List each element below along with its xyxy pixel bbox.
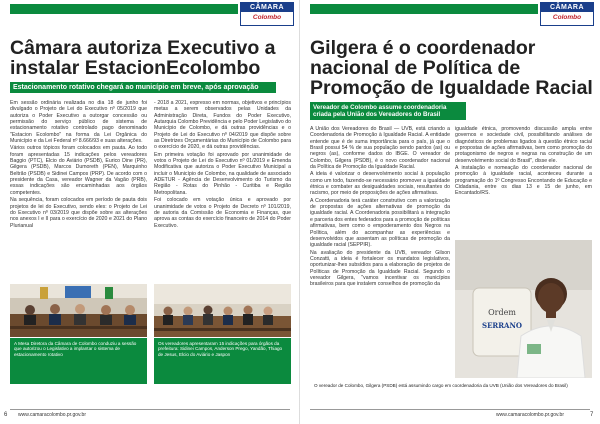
- paragraph: Foi colocado em votação única e aprovado por unanimidade de votos o Projeto de Decreto nº 101/2019, de autoria da Comissão de Economia e Finanças, que aprova as contas do exercício financeiro de 2014 do Poder Executivo.: [154, 197, 291, 229]
- left-article-col2: [154, 100, 291, 230]
- footer-divider: [10, 409, 290, 410]
- logo-bottom-text: Colombo: [552, 14, 582, 21]
- footer-url-right[interactable]: www.camaracolombo.pr.gov.br: [496, 412, 564, 418]
- paragraph: Em primeira votação foi aprovado por unanimidade de votos o Projeto de Lei do Executivo nº 01/2019 e Emenda Modificativa que autoriza o Poder Executivo Municipal a incluir o Município de Colombo, na qualidade de associado ADETUR - Agência de Desenvolvimento do Turismo da Região - Rotas do Pinhão - Curitiba e Região Metropolitana.: [154, 151, 291, 196]
- right-subheadline: Vereador de Colombo assume coordenadoria criada pela União dos Vereadores do Brasil: [310, 102, 466, 120]
- footer-url-left[interactable]: www.camaracolombo.pr.gov.br: [18, 412, 86, 418]
- right-article-col2: [455, 126, 592, 198]
- left-article-col1: [10, 100, 147, 230]
- paragraph: - 2018 a 2021, expresso em normas, objetivos e princípios metas a serem observados pelas Unidades da Administração Direta, Fundos do Poder Executivo, Autarquia Colombo Previdência e pelo Poder Legislativo do Município de Colombo, e dá outras providências e o Projeto de Lei do Executivo nº 04/2019 que dispõe sobre as Diretrizes Orçamentárias do Município de Colombo para o exercício de 2020, e dá outras providências.: [154, 100, 291, 151]
- paragraph: Na sequência, foram colocados em período de pauta dois projetos de lei do Executivo, sendo eles: o Projeto de Lei do Executivo nº 03/2019 que dispõe sobre as alterações nos anexos I e II para o exercício de 2020 e 2021 do Plano Plurianual: [10, 197, 147, 229]
- paragraph: Em sessão ordinária realizada no dia 18 de junho foi divulgado o Projeto de Lei do Executivo nº 05/2019 que autoriza o Poder Executivo a outorgar concessão ou permissão do serviço público de sistema de estacionamento rotativo controlado pago denominado "Estacion Ecolombo" na forma da Lei Orgânica do Município e da Lei Federal nº 8.666/93 e suas alterações.: [10, 100, 147, 145]
- svg-text:Ordem: Ordem: [488, 308, 516, 317]
- page-number-left: 6: [4, 412, 8, 418]
- gilgera-photo-illustration: [455, 240, 592, 378]
- paragraph: A ideia é valorizar o desenvolvimento social à população como um todo, fazendo-se necessário promover a igualdade étnica e combater as desigualdades sociais, resultantes do racismo, por meio de proposições de ações afirmativas.: [310, 171, 450, 197]
- header-bar: [310, 4, 538, 14]
- page-number-right: 7: [590, 412, 594, 418]
- paragraph: A União dos Vereadores do Brasil — UVB, está criando a Coordenadoria de Promoção à Igualdade Racial. A entidade entende que é de suma importância para o país, já que o Brasil possui 54 % de sua população sendo pardos (as) ou negros (as), conforme dados do IBGE. O vereador de Colombo, Gilgera (PSDB), é o novo coordenador nacional da Política de Promoção da Igualdade Racial.: [310, 126, 450, 171]
- right-article-col1: [310, 126, 450, 289]
- footer-divider: [310, 409, 590, 410]
- logo-bottom-text: Colombo: [252, 14, 282, 21]
- header-bar: [10, 4, 238, 14]
- logo-top-text: CÂMARA: [241, 3, 293, 12]
- logo-top-text: CÂMARA: [541, 3, 593, 12]
- right-page: [300, 0, 600, 424]
- paragraph: Vários outros tópicos foram colocados em pauta. Ao todo foram apresentadas 15 indicações pelos vereadores Baggio (PTC), Elcio do Aviário (PSDB), Eurico Dine (PR), Gilgera (PSDB), Marcos Dumoreth (PEN), Marquinho Beltrão (PSDB) e Sidinei Campos (PRP). De acordo com o presidente da Casa, vereador Wagner da Vagão (PRB), essas indicações são encaminhadas aos órgãos competentes.: [10, 145, 147, 196]
- left-subheadline: Estacionamento rotativo chegará ao município em breve, após aprovação: [10, 82, 276, 93]
- camara-logo: [540, 2, 594, 26]
- paragraph: A Coordenadoria terá caráter construtivo com a valorização de propostas de ações alternativas de promoção da igualdade racial. A Coordenadoria possibilitará a integração e parceria dos entes federados para a promoção de políticas afirmativas, bem como o empoderamento dos Negros na Política, além do acompanhar as experiências e desenvolvidos que assentam as políticas de promoção da igualdade racial (SEPPIR).: [310, 197, 450, 249]
- right-headline: Gilgera é o coordenador nacional de Política de Promoção de Igualdade Racial: [310, 37, 593, 99]
- vereadores-photo-illustration: [154, 284, 291, 337]
- paragraph: Na avaliação do presidente da UVB, vereador Gilson Conzatti, a ideia é fortalecer os mandatos legislativos, oportunizar-lhes subsídios para a elaboração de projetos de Políticas de Promoção da Igualdade Racial. Segundo o vereador Gilgera, "vamos incentivar os municípios brasileiros para que instalem conselhos de promoção da: [310, 249, 450, 288]
- camara-logo: [240, 2, 294, 26]
- session-photo-caption: A Mesa Diretora da Câmara de Colombo conduziu a sessão que autorizou o Legislativo a implantar o sistema de estacionamento rotativo: [10, 338, 147, 384]
- session-photo: [10, 284, 147, 337]
- session-photo-illustration: [10, 284, 147, 337]
- paragraph: igualdade étnica, promovendo discussão ampla entre governos e sociedade civil, possibilitando análises de diagnósticos de problemas ligados à questão étnico racial e propostas de ações afirmativas, bem como promoção do protagonismo de negros e negras na construção de um desenvolvimento social do Brasil", disse ele.: [455, 126, 592, 164]
- paragraph: A instalação e nomeação do coordenador nacional de promoção à igualdade racial, aconteceu durante a programação do 1º Congresso Encontando de Educação e Cidadania, entre os dias 13 e 15 de junho, em Encantado/RS.: [455, 165, 592, 197]
- left-headline: Câmara autoriza Executivo a instalar EstacionEcolombo: [10, 37, 276, 79]
- svg-text:SERRANO: SERRANO: [482, 321, 522, 330]
- gilgera-photo-caption: O vereador de Colombo, Gilgera (PSDB) está assumindo cargo em coordenadoria da UVB (União dos Vereadores do Brasil): [314, 383, 568, 388]
- vereadores-photo-caption: Os vereadores apresentaram 15 indicações para órgãos da prefeitura: Sidinei Campos, Anderson Prego, Yandão, Thiago de Jesus, Elcio do Aviário e Jaspon: [154, 338, 291, 384]
- gilgera-photo: [455, 240, 592, 378]
- vereadores-photo: [154, 284, 291, 337]
